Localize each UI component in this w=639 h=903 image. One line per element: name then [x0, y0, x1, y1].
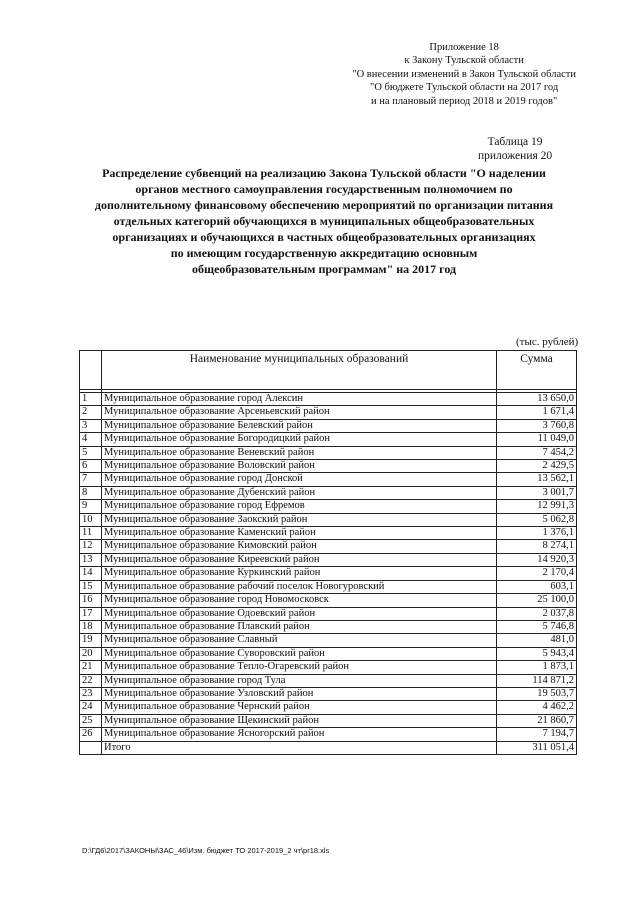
row-number: 10	[80, 513, 102, 526]
header-name-cell: Наименование муниципальных образований	[102, 351, 497, 390]
table-header-row	[80, 351, 577, 390]
row-number: 20	[80, 647, 102, 660]
header-number-cell	[80, 351, 102, 390]
table-row	[80, 714, 577, 727]
units-label: (тыс. рублей)	[516, 336, 579, 348]
row-number: 15	[80, 580, 102, 593]
row-number: 3	[80, 419, 102, 432]
file-path-footer: D:\ГД6\2017\ЗАКОНЫ\ЗАС_46\Изм. бюджет ТО 2017-2019_2 чт\pr18.xls	[82, 846, 330, 855]
row-number: 19	[80, 634, 102, 647]
municipality-name: Муниципальное образование Арсеньевский район	[102, 406, 497, 419]
table-row	[80, 446, 577, 459]
table-row	[80, 674, 577, 687]
row-amount: 2 429,5	[497, 460, 577, 473]
row-number: 4	[80, 433, 102, 446]
row-number: 12	[80, 540, 102, 553]
appendix-header	[352, 41, 576, 108]
municipality-name: Муниципальное образование город Алексин	[102, 393, 497, 406]
table-row	[80, 567, 577, 580]
row-amount: 1 376,1	[497, 527, 577, 540]
row-number: 22	[80, 674, 102, 687]
title-line: общеобразовательным программам" на 2017 год	[191, 262, 457, 276]
municipality-name: Муниципальное образование Тепло-Огаревский район	[102, 661, 497, 674]
row-number: 24	[80, 701, 102, 714]
municipality-name: Муниципальное образование Кимовский район	[102, 540, 497, 553]
row-amount: 2 037,8	[497, 607, 577, 620]
table-row	[80, 433, 577, 446]
row-number: 7	[80, 473, 102, 486]
municipality-name: Муниципальное образование Узловский район	[102, 687, 497, 700]
table-row	[80, 647, 577, 660]
table-row	[80, 607, 577, 620]
row-amount: 2 170,4	[497, 567, 577, 580]
row-amount: 14 920,3	[497, 553, 577, 566]
title-line: по имеющим государственную аккредитацию основным	[170, 246, 478, 260]
municipality-name: Муниципальное образование рабочий поселок Новогуровский	[102, 580, 497, 593]
row-amount: 481,0	[497, 634, 577, 647]
row-number: 25	[80, 714, 102, 727]
municipality-name: Муниципальное образование город Новомосковск	[102, 594, 497, 607]
row-amount: 19 503,7	[497, 687, 577, 700]
table-row	[80, 460, 577, 473]
row-amount: 5 062,8	[497, 513, 577, 526]
municipality-name: Муниципальное образование Каменский район	[102, 527, 497, 540]
row-number: 9	[80, 500, 102, 513]
row-number: 16	[80, 594, 102, 607]
municipality-name: Муниципальное образование Чернский район	[102, 701, 497, 714]
row-number: 6	[80, 460, 102, 473]
row-amount: 603,1	[497, 580, 577, 593]
municipality-name: Муниципальное образование Ясногорский район	[102, 728, 497, 741]
row-amount: 25 100,0	[497, 594, 577, 607]
table-row	[80, 580, 577, 593]
row-number: 1	[80, 393, 102, 406]
table-row	[80, 701, 577, 714]
municipality-name: Муниципальное образование Щекинский район	[102, 714, 497, 727]
table-reference-line1: Таблица 19	[487, 136, 543, 148]
appendix-line: Приложение 18	[429, 42, 499, 53]
total-label: Итого	[102, 741, 497, 754]
table-row	[80, 527, 577, 540]
row-amount: 21 860,7	[497, 714, 577, 727]
row-amount: 13 650,0	[497, 393, 577, 406]
table-row	[80, 553, 577, 566]
row-number: 2	[80, 406, 102, 419]
row-number: 8	[80, 486, 102, 499]
municipality-name: Муниципальное образование Киреевский район	[102, 553, 497, 566]
table-row	[80, 513, 577, 526]
table-row	[80, 620, 577, 633]
total-row	[80, 741, 577, 754]
row-amount: 4 462,2	[497, 701, 577, 714]
table-row	[80, 728, 577, 741]
title-line: органов местного самоуправления государственным полномочием по	[135, 182, 513, 196]
row-amount: 1 873,1	[497, 661, 577, 674]
municipality-name: Муниципальное образование город Тула	[102, 674, 497, 687]
row-number: 13	[80, 553, 102, 566]
title-line: отдельных категорий обучающихся в муниципальных общеобразовательных	[113, 214, 535, 228]
municipality-name: Муниципальное образование Белевский район	[102, 419, 497, 432]
title-line: дополнительному финансовому обеспечению мероприятий по организации питания	[94, 198, 554, 212]
subsidy-table	[79, 350, 577, 755]
row-amount: 5 746,8	[497, 620, 577, 633]
row-number: 11	[80, 527, 102, 540]
row-amount: 5 943,4	[497, 647, 577, 660]
row-number: 21	[80, 661, 102, 674]
municipality-name: Муниципальное образование Суворовский район	[102, 647, 497, 660]
municipality-name: Муниципальное образование Плавский район	[102, 620, 497, 633]
municipality-name: Муниципальное образование город Ефремов	[102, 500, 497, 513]
row-number: 5	[80, 446, 102, 459]
row-amount: 114 871,2	[497, 674, 577, 687]
appendix-line: "О внесении изменений в Закон Тульской области	[352, 68, 576, 80]
table-row	[80, 687, 577, 700]
table-reference	[478, 135, 552, 163]
total-amount: 311 051,4	[497, 741, 577, 754]
row-amount: 13 562,1	[497, 473, 577, 486]
table-row	[80, 393, 577, 406]
municipality-name: Муниципальное образование Куркинский район	[102, 567, 497, 580]
table-row	[80, 634, 577, 647]
title-line: организациях и обучающихся в частных общеобразовательных организациях	[112, 230, 536, 244]
municipality-name: Муниципальное образование Заокский район	[102, 513, 497, 526]
table-row	[80, 473, 577, 486]
total-number-cell	[80, 741, 102, 754]
table-row	[80, 500, 577, 513]
appendix-line: и на плановый период 2018 и 2019 годов"	[371, 95, 558, 107]
municipality-name: Муниципальное образование Богородицкий район	[102, 433, 497, 446]
row-amount: 12 991,3	[497, 500, 577, 513]
municipality-name: Муниципальное образование Воловский район	[102, 460, 497, 473]
table-row	[80, 540, 577, 553]
row-amount: 3 001,7	[497, 486, 577, 499]
appendix-line: к Закону Тульской области	[404, 55, 524, 67]
municipality-name: Муниципальное образование Веневский район	[102, 446, 497, 459]
table-row	[80, 486, 577, 499]
row-amount: 8 274,1	[497, 540, 577, 553]
municipality-name: Муниципальное образование Славный	[102, 634, 497, 647]
row-amount: 3 760,8	[497, 419, 577, 432]
table-row	[80, 594, 577, 607]
table-reference-line2: приложения 20	[478, 150, 553, 162]
municipality-name: Муниципальное образование город Донской	[102, 473, 497, 486]
table-row	[80, 419, 577, 432]
row-number: 23	[80, 687, 102, 700]
row-amount: 1 671,4	[497, 406, 577, 419]
table-row	[80, 406, 577, 419]
row-amount: 7 194,7	[497, 728, 577, 741]
row-number: 26	[80, 728, 102, 741]
row-number: 17	[80, 607, 102, 620]
subsidy-table-body	[80, 351, 577, 755]
document-title	[86, 165, 562, 277]
row-number: 14	[80, 567, 102, 580]
appendix-line: "О бюджете Тульской области на 2017 год	[370, 82, 559, 94]
row-amount: 7 454,2	[497, 446, 577, 459]
municipality-name: Муниципальное образование Одоевский район	[102, 607, 497, 620]
table-row	[80, 661, 577, 674]
header-amount-cell: Сумма	[497, 351, 577, 390]
row-amount: 11 049,0	[497, 433, 577, 446]
row-number: 18	[80, 620, 102, 633]
title-line: Распределение субвенций на реализацию Закона Тульской области "О наделении	[102, 166, 546, 180]
municipality-name: Муниципальное образование Дубенский район	[102, 486, 497, 499]
